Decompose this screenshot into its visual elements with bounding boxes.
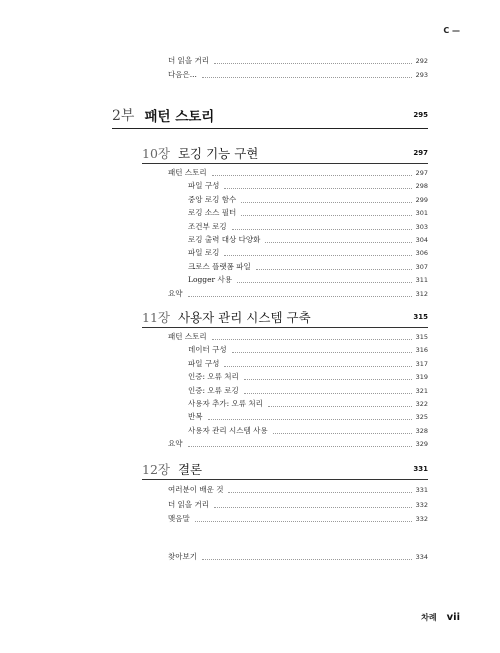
toc-entry[interactable] <box>188 412 428 422</box>
toc-entry-page: 311 <box>415 276 428 285</box>
toc-entry-page: 315 <box>415 333 428 341</box>
dot-leader <box>237 282 412 283</box>
toc-entry-label: 패턴 스토리 <box>168 332 207 341</box>
toc-entry-page: 297 <box>415 169 428 177</box>
toc-entry-page: 334 <box>415 553 428 561</box>
toc-entry[interactable] <box>188 222 428 232</box>
toc-entry-page: 329 <box>415 440 428 449</box>
dot-leader <box>202 77 412 78</box>
dot-leader <box>241 202 411 203</box>
chapter-divider <box>142 479 428 480</box>
toc-entry[interactable] <box>168 514 428 524</box>
dot-leader <box>228 492 411 493</box>
toc-entry[interactable] <box>168 332 428 342</box>
toc-entry-label: 파일 구성 <box>188 181 220 191</box>
dot-leader <box>256 269 412 270</box>
chapter-number: 12장 <box>142 462 170 477</box>
chapter-heading-10[interactable] <box>142 143 428 163</box>
part-page: 295 <box>413 111 428 119</box>
toc-entry-label: 로깅 소스 필터 <box>188 208 237 218</box>
chapter-page: 331 <box>413 465 428 473</box>
dot-leader <box>214 507 412 508</box>
dot-leader <box>273 433 412 434</box>
toc-entry-label: 데이터 구성 <box>188 345 227 355</box>
page-footer <box>421 612 460 623</box>
dot-leader <box>232 229 412 230</box>
toc-entry[interactable] <box>168 485 428 495</box>
toc-entry-page: 299 <box>415 195 428 204</box>
toc-entry-page: 328 <box>415 426 428 435</box>
toc-entry[interactable] <box>188 262 428 272</box>
toc-entry-label: 찾아보기 <box>168 552 197 561</box>
chapter-divider <box>142 163 428 164</box>
toc-entry-label: 파일 로깅 <box>188 248 220 258</box>
toc-entry-page: 325 <box>415 413 428 422</box>
toc-entry-page: 292 <box>415 57 428 65</box>
dot-leader <box>244 393 412 394</box>
dot-leader <box>214 63 412 64</box>
toc-entry-label: Logger 사용 <box>188 275 232 285</box>
part-title: 패턴 스토리 <box>144 109 215 125</box>
toc-entry-page: 293 <box>415 71 428 79</box>
chapter-heading-11[interactable] <box>142 307 428 327</box>
toc-entry-label: 인증: 오류 처리 <box>188 372 239 382</box>
toc-entry-page: 331 <box>415 486 428 494</box>
toc-entry[interactable] <box>168 70 428 80</box>
toc-entry-page: 298 <box>415 182 428 191</box>
toc-entry-page: 332 <box>415 515 428 523</box>
toc-entry[interactable] <box>168 500 428 510</box>
dot-leader <box>212 175 412 176</box>
toc-entry-label: 요약 <box>168 439 183 449</box>
toc-entry-page: 312 <box>415 289 428 298</box>
toc-entry-page: 322 <box>415 400 428 408</box>
toc-entry[interactable] <box>188 372 428 382</box>
dot-leader <box>202 559 412 560</box>
dot-leader <box>224 188 411 189</box>
dot-leader <box>244 379 412 380</box>
toc-entry[interactable] <box>188 345 428 355</box>
toc-entry[interactable] <box>188 426 428 436</box>
toc-entry-page: 317 <box>415 359 428 368</box>
toc-entry-page: 321 <box>415 386 428 395</box>
toc-entry-label: 중앙 로깅 함수 <box>188 194 237 204</box>
toc-entry[interactable] <box>188 399 428 409</box>
toc-entry-page: 332 <box>415 500 428 509</box>
part-number: 2부 <box>112 108 135 124</box>
chapter-number: 10장 <box>142 146 170 161</box>
dot-leader <box>224 366 411 367</box>
toc-entry-label: 여러분이 배운 것 <box>168 485 224 494</box>
footer-page-number: vii <box>446 612 460 623</box>
dot-leader <box>232 352 412 353</box>
toc-entry-label: 인증: 오류 로깅 <box>188 385 239 395</box>
chapter-title: 결론 <box>177 462 203 477</box>
dot-leader <box>224 255 411 256</box>
toc-entry-label: 요약 <box>168 288 183 298</box>
dot-leader <box>188 296 412 297</box>
toc-entry[interactable] <box>168 289 428 299</box>
toc-entry-label: 패턴 스토리 <box>168 168 207 177</box>
toc-entry[interactable] <box>188 235 428 245</box>
toc-entry-label: 맺음말 <box>168 514 190 523</box>
chapter-title: 로깅 기능 구현 <box>177 146 259 161</box>
toc-entry-page: 304 <box>415 236 428 244</box>
part-heading[interactable] <box>112 104 428 126</box>
dot-leader <box>268 406 412 407</box>
toc-entry-label: 파일 구성 <box>188 358 220 368</box>
chapter-divider <box>142 327 428 328</box>
chapter-number: 11장 <box>142 310 170 325</box>
toc-entry-label: 다음은... <box>168 70 197 79</box>
toc-entry-page: 303 <box>415 222 428 231</box>
toc-entry-label: 크로스 플랫폼 파일 <box>188 261 251 271</box>
dot-leader <box>241 215 411 216</box>
toc-entry-label: 로깅 출력 대상 다양화 <box>188 235 261 244</box>
toc-entry-page: 319 <box>415 373 428 382</box>
toc-entry[interactable] <box>188 195 428 205</box>
dot-leader <box>188 446 412 447</box>
chapter-title: 사용자 관리 시스템 구축 <box>177 310 311 325</box>
dot-leader <box>208 419 412 420</box>
toc-entry[interactable] <box>188 208 428 218</box>
chapter-page: 297 <box>413 149 428 157</box>
toc-entry-label: 사용자 관리 시스템 사용 <box>188 425 268 435</box>
toc-entry-page: 306 <box>415 249 428 258</box>
toc-entry-page: 301 <box>415 209 428 218</box>
toc-entry-label: 더 읽을 거리 <box>168 56 209 65</box>
toc-entry[interactable] <box>188 181 428 191</box>
toc-entry-label: 더 읽을 거리 <box>168 499 209 509</box>
toc-entry[interactable] <box>168 439 428 449</box>
toc-entry[interactable] <box>188 275 428 285</box>
toc-entry-label: 사용자 추가: 오류 처리 <box>188 399 263 408</box>
part-divider <box>112 128 428 129</box>
toc-entry[interactable] <box>168 56 428 66</box>
toc-entry-page: 316 <box>415 346 428 355</box>
toc-entry[interactable] <box>188 386 428 396</box>
running-header-mark: C — <box>443 26 460 35</box>
toc-entry[interactable] <box>168 168 428 178</box>
dot-leader <box>195 521 412 522</box>
toc-entry-label: 조건부 로깅 <box>188 221 227 231</box>
toc-entry-label: 반복 <box>188 412 203 422</box>
toc-entry-page: 307 <box>415 262 428 271</box>
toc-entry[interactable] <box>188 248 428 258</box>
footer-section-label: 차례 <box>421 613 437 622</box>
toc-entry-index[interactable] <box>168 552 428 562</box>
chapter-heading-12[interactable] <box>142 459 428 479</box>
dot-leader <box>212 339 412 340</box>
toc-entry[interactable] <box>188 359 428 369</box>
dot-leader <box>265 242 411 243</box>
chapter-page: 315 <box>413 313 428 321</box>
